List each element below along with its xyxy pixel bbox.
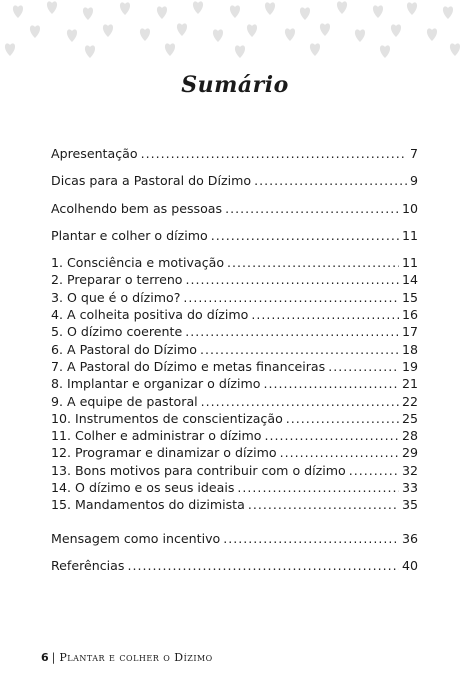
toc-entry-page: 19 (401, 358, 418, 374)
toc-leader-dots (263, 375, 399, 392)
toc-entry (51, 145, 418, 162)
toc-entry-page: 11 (401, 255, 418, 271)
toc-entry (51, 323, 418, 340)
toc-entry-page: 21 (401, 376, 418, 392)
toc-leader-dots (280, 444, 399, 461)
toc-entry-label: 12. Programar e dinamizar o dízimo (51, 445, 277, 461)
toc-entry-page: 40 (401, 557, 418, 573)
toc-entry (51, 427, 418, 444)
toc-entry-page: 15 (401, 289, 418, 305)
toc-leader-dots (349, 462, 399, 479)
toc-entry-page: 14 (401, 272, 418, 288)
toc-entry (51, 341, 418, 358)
toc-entry (51, 254, 418, 271)
toc-entry-label: 7. A Pastoral do Dízimo e metas financeiras (51, 358, 326, 374)
toc-leader-dots (265, 427, 399, 444)
toc-entry-page: 10 (401, 200, 418, 216)
toc-entry (51, 496, 418, 513)
toc-entry (51, 479, 418, 496)
toc-entry (51, 462, 418, 479)
toc-leader-dots (251, 306, 399, 323)
toc-leader-dots (225, 200, 399, 217)
toc-entry-label: 15. Mandamentos do dizimista (51, 497, 245, 513)
toc-entry-label: 8. Implantar e organizar o dízimo (51, 376, 261, 392)
toc-entry (51, 289, 418, 306)
toc-entry (51, 410, 418, 427)
toc-entry-label: 1. Consciência e motivação (51, 255, 225, 271)
toc-leader-dots (141, 145, 407, 162)
toc-entry-label: 9. A equipe de pastoral (51, 393, 198, 409)
footer-book-title: Plantar e colher o Dízimo (59, 651, 213, 664)
toc-entry-page: 36 (401, 530, 418, 546)
toc-entry (51, 200, 418, 217)
toc-entry (51, 358, 418, 375)
table-of-contents (51, 145, 418, 574)
toc-entry (51, 530, 418, 547)
toc-leader-dots (185, 323, 399, 340)
toc-entry-label: Dicas para a Pastoral do Dízimo (51, 173, 252, 189)
toc-entry-page: 16 (401, 307, 418, 323)
toc-entry-page: 29 (401, 445, 418, 461)
toc-entry (51, 227, 418, 244)
toc-leader-dots (186, 271, 399, 288)
toc-entry-page: 11 (401, 227, 418, 243)
decorative-heart-pattern (0, 0, 470, 58)
toc-leader-dots (211, 227, 399, 244)
toc-entry-label: 2. Preparar o terreno (51, 272, 183, 288)
toc-entry (51, 271, 418, 288)
toc-leader-dots (237, 479, 399, 496)
toc-leader-dots (328, 358, 399, 375)
heart-icons (5, 1, 460, 58)
toc-entry-label: 5. O dízimo coerente (51, 324, 183, 340)
footer-page-number: 6 (41, 651, 49, 664)
toc-entry-label: 3. O que é o dízimo? (51, 289, 181, 305)
toc-entry-page: 25 (401, 410, 418, 426)
toc-entry-label: 13. Bons motivos para contribuir com o dízimo (51, 462, 346, 478)
toc-entry-label: Referências (51, 557, 125, 573)
toc-entry-page: 7 (409, 146, 418, 161)
toc-entry (51, 306, 418, 323)
toc-leader-dots (223, 530, 399, 547)
toc-entry-page: 35 (401, 497, 418, 513)
toc-entry (51, 172, 418, 189)
toc-leader-dots (248, 496, 399, 513)
toc-entry (51, 444, 418, 461)
toc-entry-label: Mensagem como incentivo (51, 530, 221, 546)
toc-leader-dots (227, 254, 399, 271)
footer-separator: | (51, 651, 56, 664)
toc-entry-page: 33 (401, 480, 418, 496)
toc-entry-page: 22 (401, 393, 418, 409)
toc-entry-label: 6. A Pastoral do Dízimo (51, 341, 197, 357)
toc-leader-dots (201, 393, 399, 410)
toc-entry-label: Apresentação (51, 146, 138, 161)
toc-entry-label: Plantar e colher o dízimo (51, 227, 208, 243)
toc-entry-page: 17 (401, 324, 418, 340)
toc-entry-label: 11. Colher e administrar o dízimo (51, 428, 262, 444)
toc-entry-label: 10. Instrumentos de conscientização (51, 410, 283, 426)
toc-leader-dots (286, 410, 399, 427)
page-footer (41, 651, 213, 664)
toc-entry-page: 32 (401, 462, 418, 478)
toc-entry-page: 18 (401, 341, 418, 357)
toc-entry-label: 4. A colheita positiva do dízimo (51, 307, 249, 323)
toc-entry (51, 557, 418, 574)
toc-entry-label: 14. O dízimo e os seus ideais (51, 480, 235, 496)
toc-leader-dots (127, 557, 399, 574)
toc-entry-page: 28 (401, 428, 418, 444)
toc-entry-page: 9 (409, 173, 418, 189)
toc-entry-label: Acolhendo bem as pessoas (51, 200, 223, 216)
toc-entry (51, 393, 418, 410)
toc-entry (51, 375, 418, 392)
toc-leader-dots (183, 289, 399, 306)
toc-leader-dots (200, 341, 399, 358)
toc-leader-dots (254, 172, 407, 189)
page-title: Sumário (181, 72, 289, 98)
